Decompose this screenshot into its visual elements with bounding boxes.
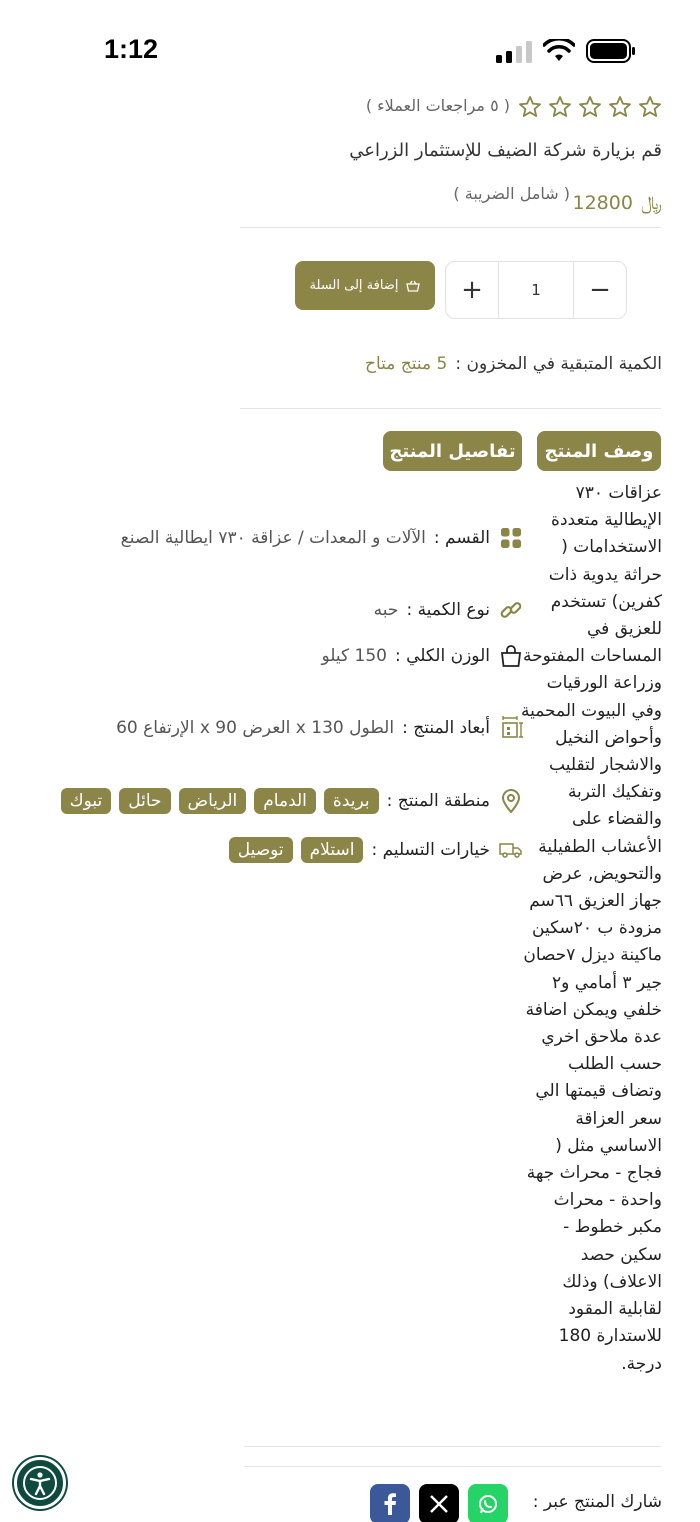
basket-icon [406, 280, 420, 292]
quantity-type-label: نوع الكمية : [406, 600, 490, 620]
dimensions-value: الطول 130 x العرض 90 x الإرتفاع 60 [116, 718, 395, 738]
share-x-button[interactable] [419, 1484, 459, 1522]
price-value: 12800 [572, 192, 633, 214]
detail-dimensions [116, 715, 524, 741]
product-description: عزاقات ٧٣٠ الإيطالية متعددة الاستخدامات ( حراثة يدوية ذات كفرين) تستخدم للعزيق في المساحات المفتوحة وزراعة الورقيات وفي البيوت المحمية وأحواض النخيل والاشجار لتقليب وتفكيك التربة والقضاء على الأعشاب الطفيلية والتحويض, عرض جهاز العزيق ٦٦سم مزودة ب ٢٠سكين ماكينة ديزل ٧حصان جير ٣ أمامي و٢ خلفي ويمكن اضافة عدة ملاحق اخري حسب الطلب وتضاف قيمتها الي سعر العزاقة الاساسي مثل ( فجاج - محراث جهة واحدة - محراث مكبر خطوط - سكين حصد الاعلاف) وذلك لقابلية المقود للاستدارة 180 درجة. [520, 483, 662, 1374]
weight-value: 150 كيلو [321, 646, 387, 666]
region-chip: تبوك [61, 788, 112, 814]
location-pin-icon [498, 788, 524, 814]
increase-quantity-button[interactable]: + [461, 275, 483, 305]
link-icon [498, 597, 524, 623]
share-label: شارك المنتج عبر : [532, 1492, 662, 1512]
accessibility-icon [22, 1465, 58, 1501]
divider [240, 408, 661, 409]
accessibility-button[interactable] [14, 1457, 66, 1509]
region-chip: بريدة [324, 788, 379, 814]
stock-label: الكمية المتبقية في المخزون : [455, 354, 662, 374]
delivery-chip: توصيل [229, 837, 293, 863]
share-whatsapp-button[interactable] [468, 1484, 508, 1522]
divider [240, 227, 661, 228]
whatsapp-icon [477, 1493, 499, 1515]
region-chip: حائل [119, 788, 170, 814]
divider [244, 1446, 661, 1447]
reviews-count-link[interactable]: ( ٥ مراجعات العملاء ) [365, 96, 510, 115]
star-icon [578, 95, 602, 119]
status-time: 1:12 [104, 34, 159, 64]
star-icon [608, 95, 632, 119]
battery-icon [586, 39, 636, 63]
region-chip: الرياض [179, 788, 247, 814]
x-icon [428, 1493, 450, 1515]
dimensions-label: أبعاد المنتج : [402, 718, 490, 738]
vendor-visit-link[interactable]: قم بزيارة شركة الضيف للإستثمار الزراعي [349, 140, 662, 161]
region-label: منطقة المنتج : [386, 791, 490, 811]
cellular-signal-icon [496, 41, 532, 63]
wifi-icon [543, 39, 575, 63]
stock-value: 5 منتج متاح [365, 354, 448, 374]
detail-weight [321, 643, 524, 669]
delivery-label: خيارات التسليم : [371, 840, 490, 860]
rating-stars [518, 95, 662, 119]
detail-quantity-type [374, 597, 524, 623]
star-icon [638, 95, 662, 119]
bag-icon [498, 643, 524, 669]
add-to-cart-label: إضافة إلى السلة [309, 278, 399, 293]
stock-info [365, 354, 662, 374]
quantity-stepper [445, 261, 627, 319]
share-facebook-button[interactable] [370, 1484, 410, 1522]
add-to-cart-button[interactable] [295, 261, 435, 310]
quantity-input[interactable]: 1 [498, 262, 574, 318]
quantity-type-value: حبه [373, 600, 399, 620]
dimensions-icon [498, 715, 524, 741]
detail-region [61, 788, 524, 814]
grid-icon [498, 525, 524, 551]
star-icon [518, 95, 542, 119]
divider [244, 1466, 661, 1467]
category-value: الآلات و المعدات / عزاقة ٧٣٠ ايطالية الصنع [120, 528, 426, 548]
region-chip: الدمام [254, 788, 316, 814]
detail-delivery [229, 837, 524, 863]
tab-details[interactable]: تفاصيل المنتج [383, 431, 522, 471]
truck-icon [498, 837, 524, 863]
decrease-quantity-button[interactable]: − [589, 275, 611, 305]
currency-symbol: ﷼ [640, 192, 662, 214]
tax-note: ( شامل الضريبة ) [453, 184, 570, 203]
weight-label: الوزن الكلي : [394, 646, 490, 666]
product-price [573, 192, 663, 214]
detail-category [121, 525, 524, 551]
tab-description[interactable]: وصف المنتج [537, 431, 661, 471]
star-icon [548, 95, 572, 119]
category-label: القسم : [433, 528, 490, 548]
delivery-chip: استلام [301, 837, 364, 863]
facebook-icon [383, 1493, 397, 1515]
